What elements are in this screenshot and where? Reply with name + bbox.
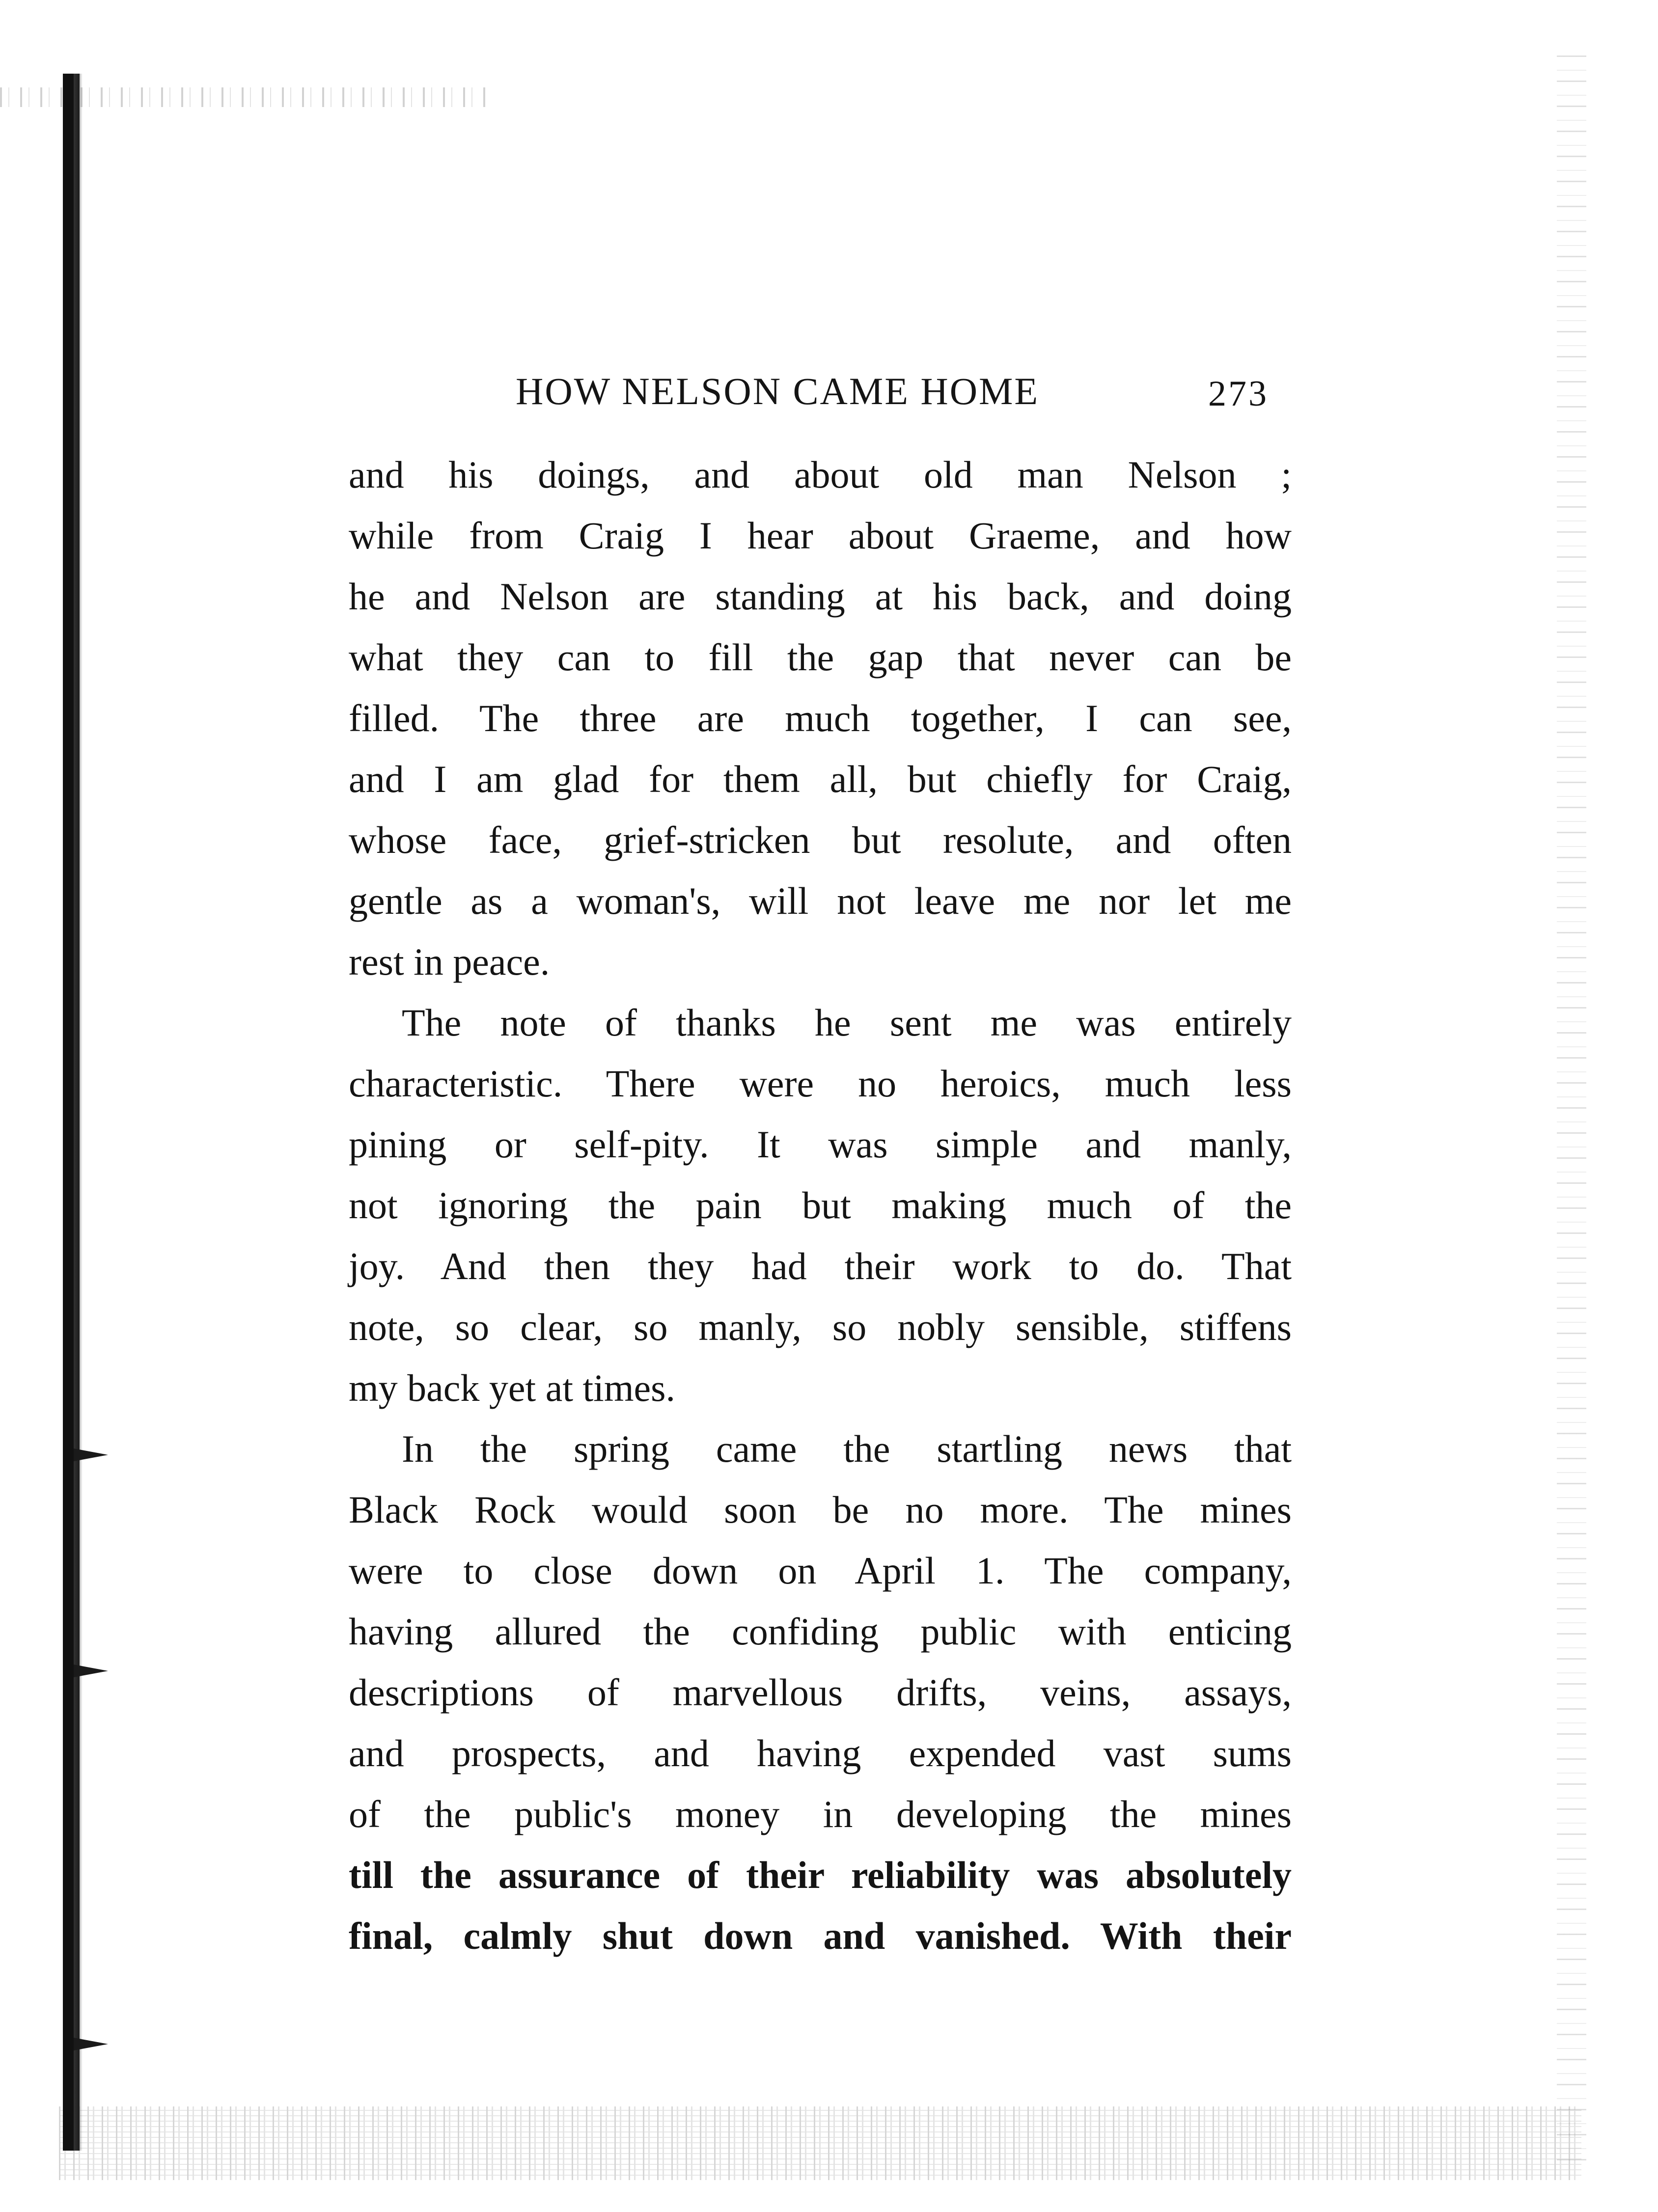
text-line: and prospects, and having expended vast sums [349,1732,1292,1775]
spine-mark [74,1448,108,1461]
text-line: and his doings, and about old man Nelson ; [349,453,1292,496]
text-line: till the assurance of their reliability was absolutely [349,1854,1292,1896]
text-line: joy. And then they had their work to do. That [349,1245,1292,1287]
scan-noise-bottom [59,2106,1581,2180]
running-head-title: HOW NELSON CAME HOME [516,370,1040,412]
text-line: my back yet at times. [349,1366,675,1409]
text-line: and I am glad for them all, but chiefly for Craig, [349,758,1292,800]
text-line: gentle as a woman's, will not leave me nor let me [349,879,1292,922]
book-spine-fade [74,74,83,2151]
text-line: The note of thanks he sent me was entirely [402,1001,1292,1044]
text-line: while from Craig I hear about Graeme, and how [349,514,1292,557]
text-line: pining or self-pity. It was simple and manly, [349,1123,1292,1166]
text-line: he and Nelson are standing at his back, and doing [349,575,1292,618]
spine-mark [74,2038,108,2050]
page-number: 273 [1208,374,1269,414]
text-line: final, calmly shut down and vanished. With their [349,1914,1292,1957]
text-line: having allured the confiding public with enticing [349,1610,1292,1653]
text-line: characteristic. There were no heroics, much less [349,1062,1292,1105]
body-text [349,444,1292,1966]
text-line: what they can to fill the gap that never can be [349,636,1292,679]
text-line: not ignoring the pain but making much of the [349,1184,1292,1227]
text-line: descriptions of marvellous drifts, veins, assays, [349,1671,1292,1714]
text-line: rest in peace. [349,940,550,983]
text-line: filled. The three are much together, I can see, [349,697,1292,739]
text-line: of the public's money in developing the mines [349,1793,1292,1835]
text-line: whose face, grief-stricken but resolute, and often [349,819,1292,861]
text-line: Black Rock would soon be no more. The mines [349,1488,1292,1531]
text-line: note, so clear, so manly, so nobly sensible, stiffens [349,1306,1292,1348]
scan-noise-right [1557,49,1586,2160]
text-line: In the spring came the startling news that [402,1427,1292,1470]
spine-mark [74,1665,108,1677]
text-line: were to close down on April 1. The company, [349,1549,1292,1592]
